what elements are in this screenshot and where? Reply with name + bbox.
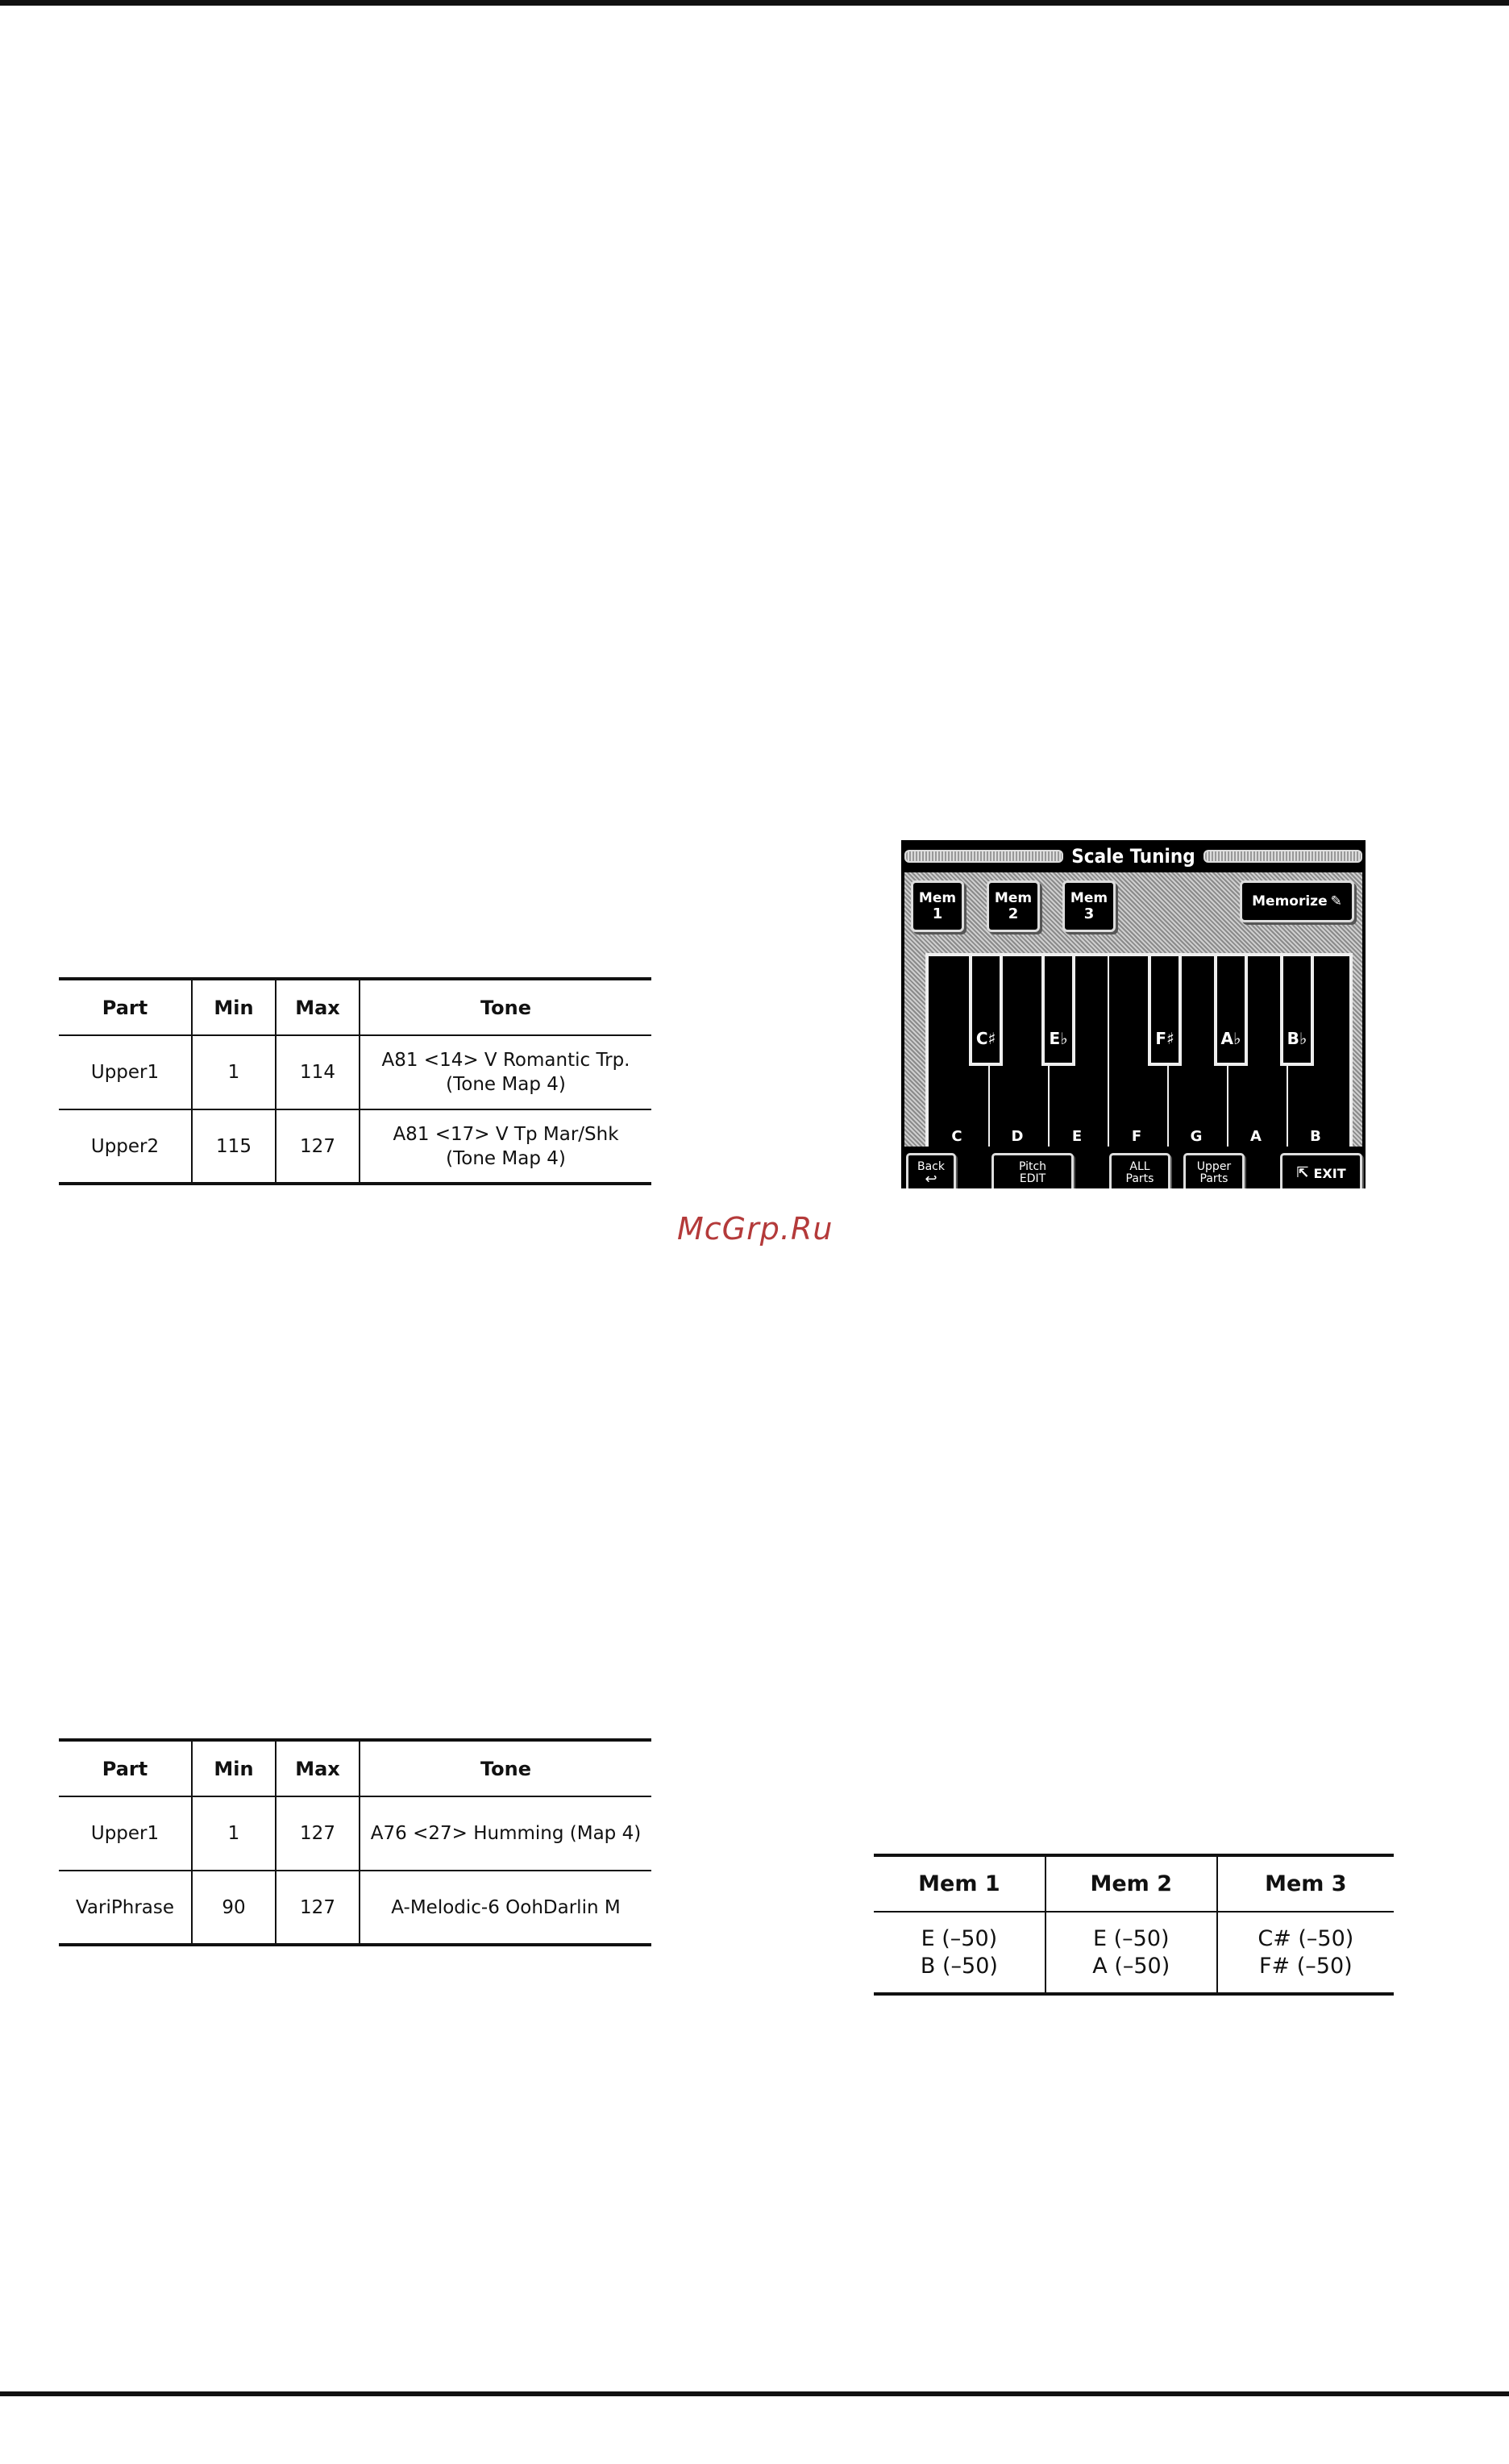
bottom-rule [0, 2391, 1509, 2396]
header-part: Part [102, 1757, 148, 1780]
header-min: Min [192, 979, 276, 1035]
cell-max: 127 [276, 1109, 360, 1184]
key-d[interactable]: D [988, 956, 1045, 1155]
back-button[interactable] [906, 1153, 956, 1188]
cell-tone: A76 <27> Humming (Map 4) [360, 1796, 651, 1871]
keyboard [925, 953, 1353, 1161]
header-tone: Tone [360, 1740, 651, 1796]
title-bar-right-decoration [1203, 850, 1362, 863]
key-b[interactable]: B [1287, 956, 1343, 1155]
all-parts-label: Parts [1125, 1172, 1154, 1185]
mem-2-button[interactable] [987, 880, 1040, 932]
table-row [59, 1871, 651, 1945]
cell-min: 90 [192, 1871, 276, 1945]
header-part: Part [102, 996, 148, 1019]
screen-title: Scale Tuning [1071, 845, 1195, 868]
pitch-edit-button[interactable] [991, 1153, 1074, 1188]
mem-1-number: 1 [932, 905, 943, 922]
mem-2-label: Mem [994, 890, 1033, 906]
cell-max: 114 [276, 1035, 360, 1109]
header-mem-1: Mem 1 [918, 1871, 1000, 1896]
table-row [59, 1109, 651, 1184]
top-rule [0, 0, 1509, 6]
cell-part: Upper2 [90, 1135, 160, 1157]
cell-mem-2 [1045, 1912, 1217, 1994]
table-row [874, 1912, 1394, 1994]
title-bar-left-decoration [904, 850, 1063, 863]
cell-min: 1 [192, 1796, 276, 1871]
key-a-flat[interactable]: A♭ [1214, 956, 1248, 1066]
mem-2-number: 2 [1008, 905, 1019, 922]
exit-icon: ⇱ [1296, 1164, 1309, 1181]
return-arrow-icon: ↩ [925, 1170, 937, 1188]
cell-mem-3 [1217, 1912, 1394, 1994]
mem-1-button[interactable] [911, 880, 964, 932]
cell-min: 1 [192, 1035, 276, 1109]
all-label: ALL [1129, 1160, 1150, 1173]
header-min: Min [192, 1740, 276, 1796]
cell-max: 127 [276, 1796, 360, 1871]
screen-title-bar [904, 843, 1362, 869]
key-a[interactable]: A [1227, 956, 1283, 1155]
screen-bottom-bar [901, 1147, 1366, 1188]
mem-1-label: Mem [918, 890, 957, 906]
cell-max: 127 [276, 1871, 360, 1945]
table-header [874, 1855, 1394, 1912]
memorize-button[interactable] [1240, 880, 1354, 922]
cell-tone: A81 <17> V Tp Mar/Shk (Tone Map 4) [360, 1109, 651, 1184]
memorize-label: Memorize [1252, 893, 1328, 909]
upper-parts-button[interactable] [1183, 1153, 1245, 1188]
key-g[interactable]: G [1167, 956, 1224, 1155]
cell-tone: A-Melodic-6 OohDarlin M [360, 1871, 651, 1945]
edit-label: EDIT [1019, 1172, 1046, 1185]
split-table-2 [59, 1738, 651, 1946]
cell-part: Upper1 [90, 1823, 160, 1844]
upper-parts-label: Parts [1199, 1172, 1228, 1185]
pitch-label: Pitch [1018, 1160, 1047, 1173]
header-mem-2: Mem 2 [1045, 1855, 1217, 1912]
key-e-flat[interactable]: E♭ [1041, 956, 1075, 1066]
table-row [59, 1035, 651, 1109]
exit-label: EXIT [1313, 1165, 1346, 1181]
scale-tuning-screen [901, 840, 1366, 1188]
header-mem-3: Mem 3 [1217, 1855, 1394, 1912]
key-e[interactable]: E [1048, 956, 1104, 1155]
cell-mem-1 [874, 1912, 1045, 1994]
watermark: McGrp.Ru [677, 1211, 833, 1247]
cell-tone: A81 <14> V Romantic Trp. (Tone Map 4) [360, 1035, 651, 1109]
back-label: Back [917, 1159, 945, 1173]
cell-line: F# (–50) [1259, 1953, 1353, 1979]
table-row [59, 1796, 651, 1871]
split-table-1 [59, 977, 651, 1185]
header-tone: Tone [360, 979, 651, 1035]
mem-3-button[interactable] [1062, 880, 1116, 932]
table-header [59, 1740, 651, 1796]
key-c[interactable]: C [929, 956, 985, 1155]
mem-3-number: 3 [1083, 905, 1095, 922]
cell-part: Upper1 [90, 1062, 160, 1083]
table-header [59, 979, 651, 1035]
cell-line: A (–50) [1092, 1953, 1170, 1979]
pencil-icon: ✎ [1330, 893, 1342, 909]
key-f[interactable]: F [1108, 956, 1164, 1155]
cell-min: 115 [192, 1109, 276, 1184]
header-max: Max [276, 1740, 360, 1796]
cell-line: B (–50) [920, 1953, 998, 1979]
key-c-sharp[interactable]: C♯ [969, 956, 1003, 1066]
all-parts-button[interactable] [1109, 1153, 1170, 1188]
upper-label: Upper [1196, 1160, 1232, 1173]
header-max: Max [276, 979, 360, 1035]
key-b-flat[interactable]: B♭ [1280, 956, 1314, 1066]
exit-button[interactable] [1280, 1153, 1362, 1188]
cell-line: E (–50) [1092, 1925, 1170, 1951]
key-f-sharp[interactable]: F♯ [1148, 956, 1182, 1066]
cell-line: E (–50) [921, 1925, 998, 1951]
cell-part: VariPhrase [75, 1896, 175, 1918]
memory-table [874, 1854, 1394, 1996]
mem-3-label: Mem [1070, 890, 1108, 906]
cell-line: C# (–50) [1258, 1925, 1354, 1951]
